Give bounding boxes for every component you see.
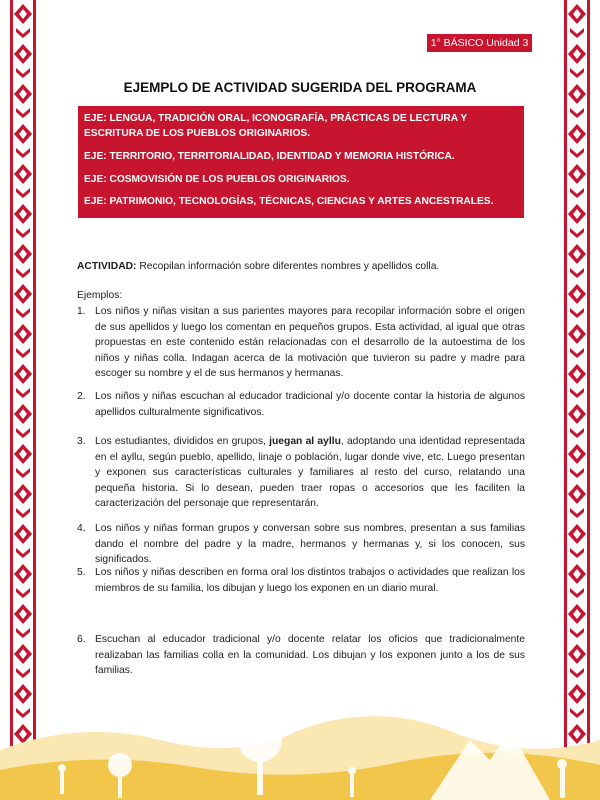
- list-item: [95, 434, 525, 512]
- list-item: Los niños y niñas visitan a sus parientes mayores para recopilar información sobre el origen de sus apellidos y luego los comentan en pequeños grupos. Esta actividad, al igual que otras propuestas en este contenido están relacionadas con el desarrollo de la autoestima de los niños y niñas colla. Indagan acerca de la motivación que tuvieron su padre y madre para escoger su nombre y el de sus hermanos y hermanas.: [95, 306, 525, 380]
- list-item: Escuchan al educador tradicional y/o docente relatar los oficios que tradicionalmente realizaban las familias colla en la comunidad. Los dibujan y los exponen junto a los de sus familias.: [95, 634, 525, 677]
- item-number: 6.: [77, 634, 86, 645]
- item-number: 1.: [77, 306, 86, 317]
- eje-line-2: EJE: TERRITORIO, TERRITORIALIDAD, IDENTIDAD Y MEMORIA HISTÓRICA.: [84, 151, 455, 162]
- item-text-post: , adoptando una identidad representada en el ayllu, según pueblo, apellido, linaje o población, lugar donde vive, etc. Luego presentan y exponen sus características culturales y familiares al resto del curso, relatando una pequeña historia. Si lo desean, pueden traer ropas o accesorios que les faciliten la caracterización del personaje que representarán.: [95, 436, 525, 510]
- item-text-pre: Los estudiantes, divididos en grupos,: [95, 436, 270, 447]
- unit-tag: 1° BÁSICO Unidad 3: [427, 34, 532, 52]
- eje-line-3: EJE: COSMOVISIÓN DE LOS PUEBLOS ORIGINARIOS.: [84, 174, 350, 185]
- eje-line-4: EJE: PATRIMONIO, TECNOLOGÍAS, TÉCNICAS, CIENCIAS Y ARTES ANCESTRALES.: [84, 196, 494, 207]
- list-item: Los niños y niñas escuchan al educador tradicional y/o docente contar la historia de algunos apellidos culturalmente significativos.: [95, 391, 525, 418]
- activity-label: ACTIVIDAD:: [77, 261, 137, 272]
- item-number: 5.: [77, 567, 86, 578]
- item-text-bold: juegan al ayllu: [269, 436, 341, 447]
- item-number: 2.: [77, 391, 86, 402]
- activity-text: Recopilan información sobre diferentes nombres y apellidos colla.: [139, 261, 440, 272]
- item-number: 3.: [77, 436, 86, 447]
- footer-landscape-illustration: [0, 680, 600, 800]
- examples-label: Ejemplos:: [77, 290, 123, 301]
- list-item: Los niños y niñas describen en forma oral los distintos trabajos o actividades que realizan los miembros de su familia, los dibujan y luego los exponen en un diario mural.: [95, 567, 525, 594]
- item-number: 4.: [77, 523, 86, 534]
- activity-line: [77, 259, 523, 275]
- eje-line-1: EJE: LENGUA, TRADICIÓN ORAL, ICONOGRAFÍA, PRÁCTICAS DE LECTURA Y ESCRITURA DE LOS PUEBLOS ORIGINARIOS.: [84, 113, 467, 139]
- list-item: Los niños y niñas forman grupos y conversan sobre sus nombres, presentan a sus familias dando el nombre del padre y la madre, hermanos y hermanas y, si los conocen, sus significados.: [95, 523, 525, 566]
- page-title: EJEMPLO DE ACTIVIDAD SUGERIDA DEL PROGRAMA: [123, 80, 477, 95]
